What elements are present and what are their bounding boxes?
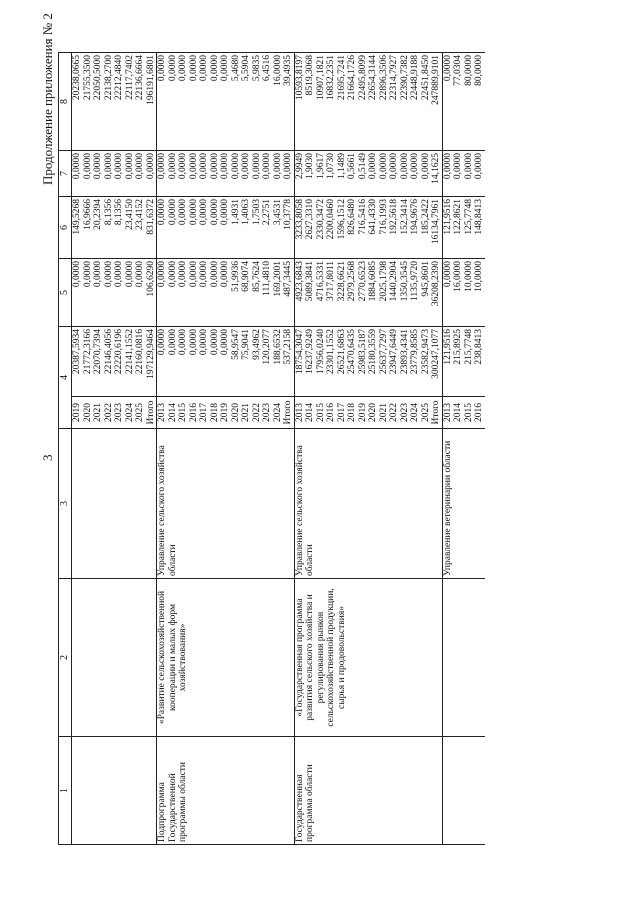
local-cell: 0,0000 <box>189 151 200 197</box>
funding-table <box>58 52 485 845</box>
year-cell: 2020 <box>231 397 242 429</box>
table-body <box>72 53 485 845</box>
page-number: 3 <box>40 454 55 461</box>
column-header-6: 6 <box>59 197 72 259</box>
regional-cell: 0,0000 <box>178 197 189 259</box>
regional-cell: 1596,1512 <box>337 197 348 259</box>
year-cell: 2022 <box>252 397 263 429</box>
federal-cell: 10,0000 <box>474 259 485 327</box>
extrabudget-cell: 22654,3144 <box>368 53 379 151</box>
year-cell: 2016 <box>326 397 337 429</box>
total-cell: 300247,1077 <box>431 327 442 397</box>
total-cell: 537,2158 <box>283 327 294 397</box>
column-header-2: 2 <box>59 579 72 737</box>
regional-cell: 1,7503 <box>252 197 263 259</box>
local-cell: 0,0000 <box>199 151 210 197</box>
federal-cell: 111,4810 <box>262 259 273 327</box>
total-cell: 188,6532 <box>273 327 284 397</box>
local-cell: 0,0000 <box>178 151 189 197</box>
extrabudget-cell: 0,0000 <box>442 53 453 151</box>
regional-cell: 192,5618 <box>389 197 400 259</box>
regional-cell: 716,5416 <box>358 197 369 259</box>
regional-cell: 0,0000 <box>189 197 200 259</box>
regional-cell: 2330,3472 <box>316 197 327 259</box>
executor-cell: Управление сельского хозяйства области <box>157 429 295 579</box>
year-cell: 2022 <box>389 397 400 429</box>
federal-cell: 3228,6621 <box>337 259 348 327</box>
total-cell: 0,0000 <box>210 327 221 397</box>
regional-cell: 20,2394 <box>93 197 104 259</box>
year-cell: 2021 <box>379 397 390 429</box>
extrabudget-cell: 5,5904 <box>241 53 252 151</box>
regional-cell: 2200,0460 <box>326 197 337 259</box>
federal-cell: 0,0000 <box>104 259 115 327</box>
year-cell: 2019 <box>358 397 369 429</box>
total-cell: 0,0000 <box>220 327 231 397</box>
regional-cell: 152,3414 <box>400 197 411 259</box>
federal-cell: 1135,9720 <box>410 259 421 327</box>
regional-cell: 194,9676 <box>410 197 421 259</box>
executor-cell <box>72 429 157 579</box>
program-type-cell <box>72 737 157 845</box>
total-cell: 17956,0240 <box>316 327 327 397</box>
year-cell: 2015 <box>316 397 327 429</box>
year-cell: 2023 <box>114 397 125 429</box>
total-cell: 93,4962 <box>252 327 263 397</box>
local-cell: 0,5661 <box>347 151 358 197</box>
column-header-7: 7 <box>59 151 72 197</box>
regional-cell: 149,5268 <box>72 197 83 259</box>
federal-cell: 0,0000 <box>178 259 189 327</box>
year-cell: 2019 <box>220 397 231 429</box>
local-cell: 0,0000 <box>453 151 464 197</box>
federal-cell: 0,0000 <box>157 259 168 327</box>
year-cell: 2017 <box>337 397 348 429</box>
year-cell: 2014 <box>453 397 464 429</box>
total-cell: 18754,3047 <box>294 327 305 397</box>
program-name-cell <box>442 579 485 737</box>
federal-cell: 1884,6085 <box>368 259 379 327</box>
extrabudget-cell: 6,4516 <box>262 53 273 151</box>
extrabudget-cell: 77,0304 <box>453 53 464 151</box>
year-cell: Итого <box>146 397 157 429</box>
local-cell: 0,0000 <box>262 151 273 197</box>
table-row <box>72 53 83 845</box>
column-header-3: 3 <box>59 429 72 579</box>
local-cell: 0,0000 <box>368 151 379 197</box>
federal-cell: 0,0000 <box>442 259 453 327</box>
extrabudget-cell: 5,4680 <box>231 53 242 151</box>
year-cell: 2016 <box>189 397 200 429</box>
extrabudget-cell: 0,0000 <box>189 53 200 151</box>
regional-cell: 125,7748 <box>464 197 475 259</box>
local-cell: 0,0000 <box>125 151 136 197</box>
executor-cell: Управление ветеринарии области <box>442 429 485 579</box>
local-cell: 0,0000 <box>168 151 179 197</box>
local-cell: 0,0000 <box>283 151 294 197</box>
year-cell: 2024 <box>273 397 284 429</box>
local-cell: 0,5149 <box>358 151 369 197</box>
federal-cell: 0,0000 <box>210 259 221 327</box>
year-cell: 2022 <box>104 397 115 429</box>
extrabudget-cell: 22390,7382 <box>400 53 411 151</box>
regional-cell: 3233,8058 <box>294 197 305 259</box>
regional-cell: 23,4150 <box>125 197 136 259</box>
regional-cell: 3,4531 <box>273 197 284 259</box>
local-cell: 1,9030 <box>305 151 316 197</box>
extrabudget-cell: 39,4935 <box>283 53 294 151</box>
total-cell: 0,0000 <box>189 327 200 397</box>
federal-cell: 0,0000 <box>168 259 179 327</box>
year-cell: Итого <box>283 397 294 429</box>
regional-cell: 2,2751 <box>262 197 273 259</box>
extrabudget-cell: 16,0000 <box>273 53 284 151</box>
column-number-row <box>59 53 72 845</box>
year-cell: 2021 <box>241 397 252 429</box>
regional-cell: 0,0000 <box>210 197 221 259</box>
year-cell: 2017 <box>199 397 210 429</box>
total-cell: 197129,9464 <box>146 327 157 397</box>
extrabudget-cell: 0,0000 <box>199 53 210 151</box>
year-cell: 2023 <box>262 397 273 429</box>
local-cell: 0,0000 <box>104 151 115 197</box>
local-cell: 1,1489 <box>337 151 348 197</box>
total-cell: 22160,0816 <box>135 327 146 397</box>
extrabudget-cell: 22136,6664 <box>135 53 146 151</box>
total-cell: 0,0000 <box>199 327 210 397</box>
local-cell: 0,0000 <box>157 151 168 197</box>
extrabudget-cell: 247889,9101 <box>431 53 442 151</box>
extrabudget-cell: 21695,7241 <box>337 53 348 151</box>
table-row <box>442 53 453 845</box>
extrabudget-cell: 80,0000 <box>474 53 485 151</box>
federal-cell: 16,0000 <box>453 259 464 327</box>
extrabudget-cell: 21755,3500 <box>83 53 94 151</box>
regional-cell: 10,3778 <box>283 197 294 259</box>
federal-cell: 0,0000 <box>114 259 125 327</box>
extrabudget-cell: 0,0000 <box>210 53 221 151</box>
column-header-8: 8 <box>59 53 72 151</box>
federal-cell: 0,0000 <box>93 259 104 327</box>
local-cell: 0,0000 <box>72 151 83 197</box>
year-cell: 2025 <box>135 397 146 429</box>
extrabudget-cell: 8519,3068 <box>305 53 316 151</box>
local-cell: 0,0000 <box>252 151 263 197</box>
federal-cell: 10,0000 <box>464 259 475 327</box>
year-cell: 2015 <box>178 397 189 429</box>
local-cell: 0,0000 <box>389 151 400 197</box>
total-cell: 22146,4056 <box>104 327 115 397</box>
extrabudget-cell: 20238,0665 <box>72 53 83 151</box>
total-cell: 0,0000 <box>168 327 179 397</box>
regional-cell: 16,9666 <box>83 197 94 259</box>
year-cell: 2024 <box>410 397 421 429</box>
extrabudget-cell: 22896,3506 <box>379 53 390 151</box>
program-name-cell <box>72 579 157 737</box>
total-cell: 21772,3166 <box>83 327 94 397</box>
federal-cell: 4923,6843 <box>294 259 305 327</box>
federal-cell: 51,9936 <box>231 259 242 327</box>
federal-cell: 487,3445 <box>283 259 294 327</box>
extrabudget-cell: 22212,4840 <box>114 53 125 151</box>
extrabudget-cell: 196191,6801 <box>146 53 157 151</box>
local-cell: 0,0000 <box>410 151 421 197</box>
local-cell: 0,0000 <box>146 151 157 197</box>
local-cell: 0,0000 <box>400 151 411 197</box>
year-cell: 2024 <box>125 397 136 429</box>
extrabudget-cell: 22495,8099 <box>358 53 369 151</box>
total-cell: 215,7748 <box>464 327 475 397</box>
regional-cell: 8,1356 <box>114 197 125 259</box>
year-cell: 2021 <box>93 397 104 429</box>
local-cell: 0,0000 <box>442 151 453 197</box>
federal-cell: 68,9074 <box>241 259 252 327</box>
regional-cell: 2627,3310 <box>305 197 316 259</box>
program-name-cell: «Развитие сельскохозяйственной кооперации и малых форм хозяйствования» <box>157 579 295 737</box>
table-row <box>157 53 168 845</box>
column-header-4: 4 <box>59 327 72 429</box>
total-cell: 75,9041 <box>241 327 252 397</box>
federal-cell: 5089,3841 <box>305 259 316 327</box>
program-name-cell: «Государственная программа развития сельского хозяйства и регулирования рынков сельскохозяйственной продукции, сырья и продовольствия» <box>294 579 442 737</box>
federal-cell: 1350,3545 <box>400 259 411 327</box>
federal-cell: 0,0000 <box>83 259 94 327</box>
local-cell: 0,0000 <box>464 151 475 197</box>
federal-cell: 0,0000 <box>189 259 200 327</box>
total-cell: 23582,9473 <box>421 327 432 397</box>
extrabudget-cell: 21664,1726 <box>347 53 358 151</box>
local-cell: 0,0000 <box>93 151 104 197</box>
program-type-cell: Подпрограмма Государственной программы области <box>157 737 295 845</box>
local-cell: 0,0000 <box>474 151 485 197</box>
appendix-caption: Продолжение приложения № 2 <box>40 13 55 185</box>
total-cell: 25470,6435 <box>347 327 358 397</box>
total-cell: 25180,3559 <box>368 327 379 397</box>
extrabudget-cell: 0,0000 <box>157 53 168 151</box>
federal-cell: 1440,2904 <box>389 259 400 327</box>
year-cell: 2023 <box>400 397 411 429</box>
total-cell: 20387,5934 <box>72 327 83 397</box>
total-cell: 22070,7394 <box>93 327 104 397</box>
extrabudget-cell: 0,0000 <box>220 53 231 151</box>
local-cell: 0,0000 <box>379 151 390 197</box>
federal-cell: 0,0000 <box>125 259 136 327</box>
local-cell: 0,0000 <box>210 151 221 197</box>
year-cell: 2020 <box>83 397 94 429</box>
year-cell: 2013 <box>294 397 305 429</box>
total-cell: 16237,9249 <box>305 327 316 397</box>
total-cell: 0,0000 <box>157 327 168 397</box>
regional-cell: 122,8621 <box>453 197 464 259</box>
regional-cell: 0,0000 <box>220 197 231 259</box>
federal-cell: 2025,1798 <box>379 259 390 327</box>
total-cell: 238,8413 <box>474 327 485 397</box>
column-header-1: 1 <box>59 737 72 845</box>
column-header-5: 5 <box>59 259 72 327</box>
year-cell: 2019 <box>72 397 83 429</box>
federal-cell: 85,7624 <box>252 259 263 327</box>
total-cell: 121,9516 <box>442 327 453 397</box>
table-row <box>294 53 305 845</box>
extrabudget-cell: 22117,7402 <box>125 53 136 151</box>
total-cell: 0,0000 <box>178 327 189 397</box>
federal-cell: 945,8601 <box>421 259 432 327</box>
year-cell: 2015 <box>464 397 475 429</box>
total-cell: 25983,5187 <box>358 327 369 397</box>
year-cell: 2020 <box>368 397 379 429</box>
extrabudget-cell: 10593,8197 <box>294 53 305 151</box>
program-type-cell <box>442 737 485 845</box>
federal-cell: 0,0000 <box>199 259 210 327</box>
federal-cell: 36208,2390 <box>431 259 442 327</box>
total-cell: 23779,8585 <box>410 327 421 397</box>
year-cell: 2016 <box>474 397 485 429</box>
local-cell: 14,1625 <box>431 151 442 197</box>
year-cell: 2018 <box>210 397 221 429</box>
year-cell: 2014 <box>168 397 179 429</box>
regional-cell: 0,0000 <box>168 197 179 259</box>
regional-cell: 831,6372 <box>146 197 157 259</box>
federal-cell: 4716,5331 <box>316 259 327 327</box>
regional-cell: 0,0000 <box>157 197 168 259</box>
extrabudget-cell: 16832,2351 <box>326 53 337 151</box>
year-cell: Итого <box>431 397 442 429</box>
total-cell: 26521,6863 <box>337 327 348 397</box>
extrabudget-cell: 22050,5000 <box>93 53 104 151</box>
extrabudget-cell: 22138,2700 <box>104 53 115 151</box>
local-cell: 1,9617 <box>316 151 327 197</box>
year-cell: 2014 <box>305 397 316 429</box>
year-cell: 2025 <box>421 397 432 429</box>
regional-cell: 16134,7961 <box>431 197 442 259</box>
total-cell: 23301,1552 <box>326 327 337 397</box>
federal-cell: 169,2001 <box>273 259 284 327</box>
extrabudget-cell: 80,0000 <box>464 53 475 151</box>
regional-cell: 121,9516 <box>442 197 453 259</box>
total-cell: 25637,7297 <box>379 327 390 397</box>
regional-cell: 1,4063 <box>241 197 252 259</box>
year-cell: 2013 <box>442 397 453 429</box>
extrabudget-cell: 22448,9188 <box>410 53 421 151</box>
regional-cell: 716,1993 <box>379 197 390 259</box>
total-cell: 22141,1552 <box>125 327 136 397</box>
regional-cell: 148,8413 <box>474 197 485 259</box>
total-cell: 215,8925 <box>453 327 464 397</box>
extrabudget-cell: 22314,7927 <box>389 53 400 151</box>
extrabudget-cell: 5,9835 <box>252 53 263 151</box>
program-type-cell: Государственная программа области <box>294 737 442 845</box>
local-cell: 2,9949 <box>294 151 305 197</box>
local-cell: 0,0000 <box>273 151 284 197</box>
regional-cell: 641,4330 <box>368 197 379 259</box>
federal-cell: 3717,8011 <box>326 259 337 327</box>
total-cell: 22220,6196 <box>114 327 125 397</box>
extrabudget-cell: 0,0000 <box>168 53 179 151</box>
local-cell: 1,0730 <box>326 151 337 197</box>
total-cell: 58,9547 <box>231 327 242 397</box>
local-cell: 0,0000 <box>135 151 146 197</box>
local-cell: 0,0000 <box>241 151 252 197</box>
total-cell: 120,2077 <box>262 327 273 397</box>
local-cell: 0,0000 <box>231 151 242 197</box>
executor-cell: Управление сельского хозяйства области <box>294 429 442 579</box>
regional-cell: 185,2422 <box>421 197 432 259</box>
local-cell: 0,0000 <box>114 151 125 197</box>
extrabudget-cell: 22451,8450 <box>421 53 432 151</box>
regional-cell: 8,1356 <box>104 197 115 259</box>
total-cell: 23947,6449 <box>389 327 400 397</box>
regional-cell: 1,4931 <box>231 197 242 259</box>
federal-cell: 106,6290 <box>146 259 157 327</box>
year-cell: 2013 <box>157 397 168 429</box>
regional-cell: 826,6480 <box>347 197 358 259</box>
federal-cell: 2979,2568 <box>347 259 358 327</box>
regional-cell: 23,4152 <box>135 197 146 259</box>
extrabudget-cell: 10907,1821 <box>316 53 327 151</box>
federal-cell: 2770,6523 <box>358 259 369 327</box>
year-cell: 2018 <box>347 397 358 429</box>
local-cell: 0,0000 <box>220 151 231 197</box>
local-cell: 0,0000 <box>83 151 94 197</box>
local-cell: 0,0000 <box>421 151 432 197</box>
federal-cell: 0,0000 <box>135 259 146 327</box>
regional-cell: 0,0000 <box>199 197 210 259</box>
total-cell: 23893,4341 <box>400 327 411 397</box>
extrabudget-cell: 0,0000 <box>178 53 189 151</box>
federal-cell: 0,0000 <box>220 259 231 327</box>
federal-cell: 0,0000 <box>72 259 83 327</box>
